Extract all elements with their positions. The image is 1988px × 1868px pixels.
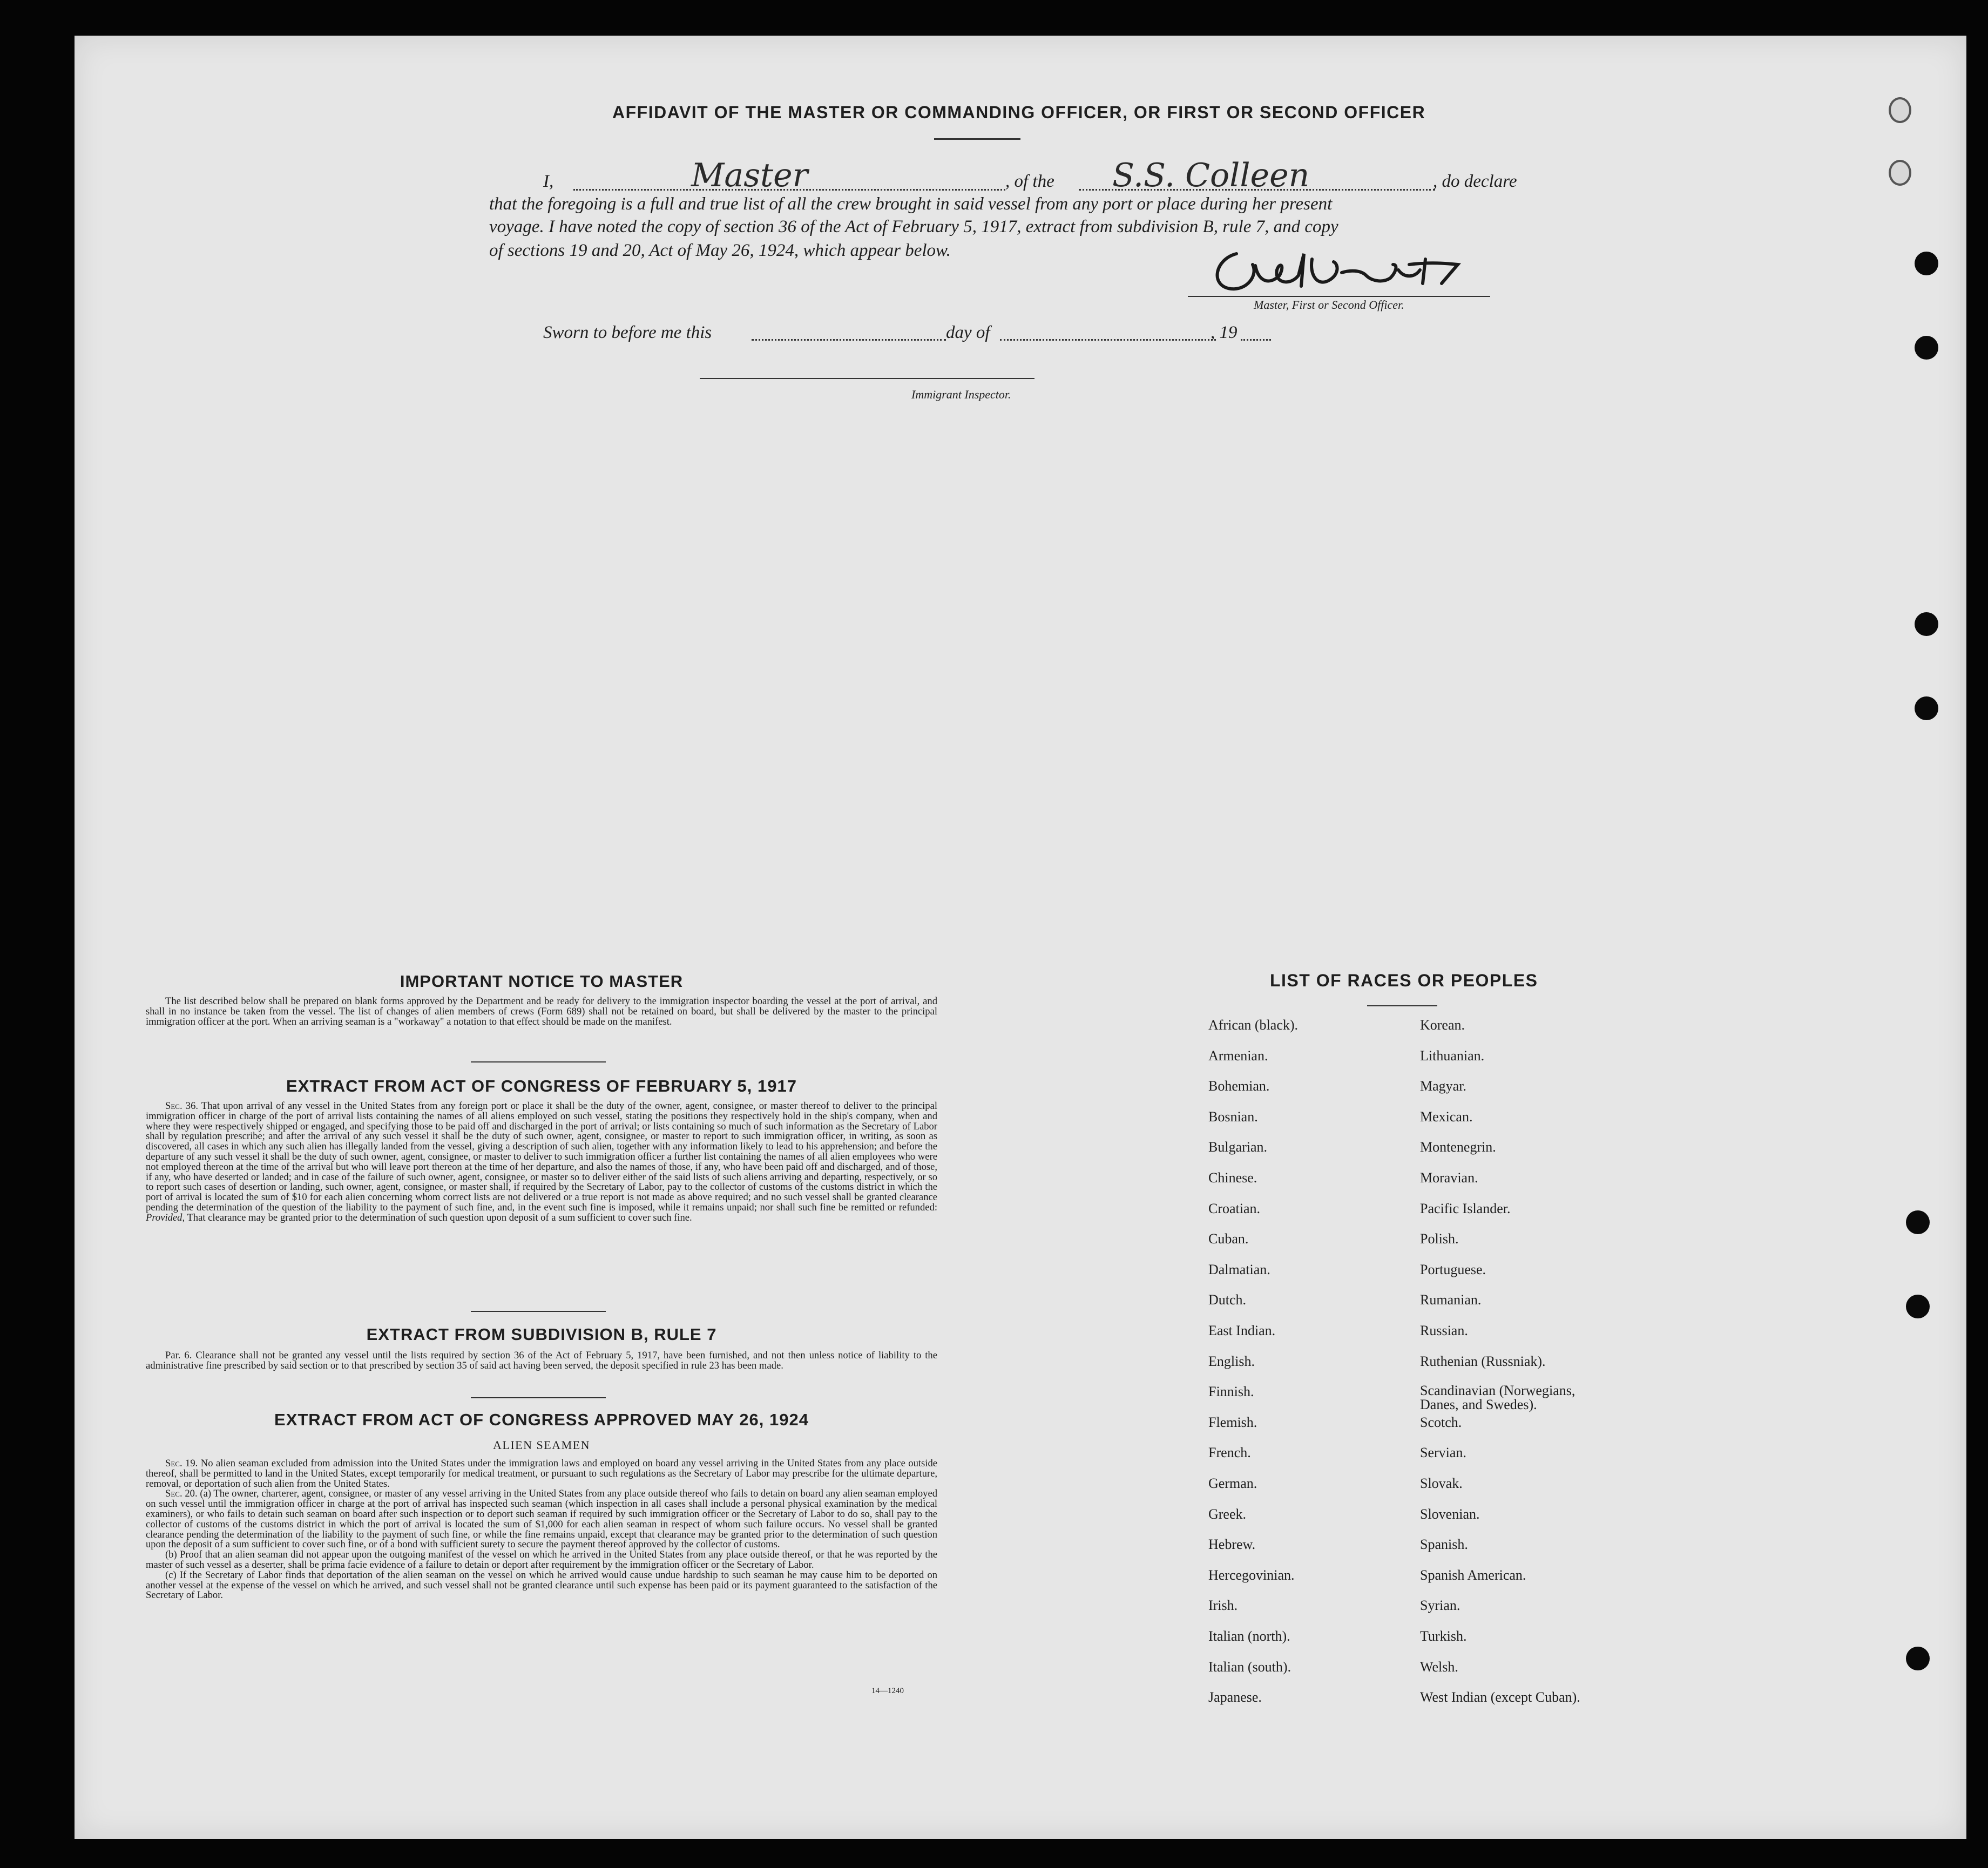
race-right-6: Moravian. (1420, 1170, 1478, 1186)
rule-7-divider (471, 1397, 606, 1398)
punch-hole (1915, 612, 1938, 636)
race-left-11: East Indian. (1208, 1323, 1276, 1338)
race-left-19: Hercegovinian. (1208, 1567, 1295, 1583)
race-right-17: Slovenian. (1420, 1506, 1480, 1522)
sec-19-body: No alien seaman excluded from admission into the United States under the immigration laws and employed on board any vessel arriving in the United States from any place outside thereof, shall be permitted to land in the United States, except temporarily for medical treatment, or pursuant to such regulations as the Secretary of Labor may prescribe for the ultimate departure, removal, or deportation of such alien from the United States. (146, 1458, 937, 1490)
vessel-name-handwritten: S.S. Colleen (1112, 157, 1310, 194)
race-left-6: Chinese. (1208, 1170, 1257, 1186)
form-number: 14—1240 (871, 1687, 904, 1695)
extract-1924-title: EXTRACT FROM ACT OF CONGRESS APPROVED MAY 26, 1924 (274, 1410, 809, 1429)
do-declare-label: , do declare (1433, 172, 1517, 191)
race-right-9: Portuguese. (1420, 1261, 1486, 1277)
extract-1917-divider (471, 1311, 606, 1312)
affidavit-title: AFFIDAVIT OF THE MASTER OR COMMANDING OFFICER, OR FIRST OR SECOND OFFICER (612, 103, 1426, 122)
day-of-label: day of (946, 323, 990, 342)
race-left-3: Bohemian. (1208, 1078, 1270, 1094)
rule-7-text: Par. 6. Clearance shall not be granted any vessel until the lists required by section 36 of the Act of February 5, 1917, have been furnished, and not then unless notice of liability to the administrative fine prescribed by said section or to that prescribed by section 35 of said act having been served, the deposit specified in rule 23 has been made. (146, 1350, 937, 1371)
provided-word: Provided, (146, 1212, 185, 1223)
race-left-2: Armenian. (1208, 1047, 1268, 1064)
punch-hole (1906, 1647, 1930, 1670)
punch-hole (1906, 1210, 1930, 1234)
binder-ring-top (1889, 97, 1911, 123)
notice-divider (471, 1061, 606, 1062)
signature-line (1188, 296, 1490, 297)
races-divider (1367, 1005, 1437, 1006)
sec-20b-body: (b) Proof that an alien seaman did not appear upon the outgoing manifest of the vessel on which he arrived in the United States from any place outside thereof, or that he was reported by the master of such vessel as a deserter, shall be prima facie evidence of a failure to detain or deport after requirement by the immigration officer or the Secretary of Labor. (146, 1549, 937, 1571)
inspector-signature-blank (700, 378, 1034, 379)
race-left-4: Bosnian. (1208, 1108, 1258, 1125)
race-right-14: Scotch. (1420, 1414, 1462, 1430)
race-left-21: Italian (north). (1208, 1628, 1290, 1644)
race-right-7: Pacific Islander. (1420, 1200, 1511, 1216)
race-right-15: Servian. (1420, 1445, 1466, 1461)
race-left-23: Japanese. (1208, 1689, 1262, 1705)
race-right-1: Korean. (1420, 1017, 1465, 1033)
sec-36-label: Sec. 36. (165, 1100, 199, 1112)
race-left-10: Dutch. (1208, 1292, 1247, 1308)
sworn-label: Sworn to before me this (543, 323, 712, 342)
race-right-8: Polish. (1420, 1231, 1459, 1247)
extract-1917-title: EXTRACT FROM ACT OF CONGRESS OF FEBRUARY 5, 1917 (286, 1077, 797, 1095)
affidavit-line-4: of sections 19 and 20, Act of May 26, 1924, which appear below. (489, 241, 951, 260)
sworn-day-blank (752, 339, 946, 341)
punch-hole (1906, 1295, 1930, 1318)
punch-hole (1915, 696, 1938, 720)
races-title: LIST OF RACES OR PEOPLES (1270, 971, 1538, 990)
affidavit-line-3: voyage. I have noted the copy of section 36 of the Act of February 5, 1917, extract from subdivision B, rule 7, and copy (489, 217, 1338, 236)
sec-20c-body: (c) If the Secretary of Labor finds that deportation of the alien seaman on the vessel on which he arrived would cause undue hardship to such seaman he may cause him to be deported on another vessel at the expense of the vessel on which he arrived, and such vessel shall not be granted clearance until such expense has been paid or its payment guaranteed to the satisfaction of the Secretary of Labor. (146, 1569, 937, 1601)
race-left-14: Flemish. (1208, 1414, 1257, 1430)
notice-text: The list described below shall be prepared on blank forms approved by the Department and be ready for delivery to the immigration inspector boarding the vessel at the port of arrival, and shall in no instance be taken from the vessel. The list of changes of alien members of crews (Form 689) shall not be retained on board, but shall be delivered by the master to the principal immigration officer at the port. When an arriving seaman is a "workaway" a notation to that effect should be made on the manifest. (146, 996, 937, 1027)
race-right-19: Spanish American. (1420, 1567, 1526, 1583)
rule-7-title: EXTRACT FROM SUBDIVISION B, RULE 7 (366, 1325, 717, 1344)
year-label: , 19 (1211, 323, 1238, 342)
race-left-1: African (black). (1208, 1017, 1299, 1033)
sec-20a-body: (a) The owner, charterer, agent, consignee, or master of any vessel arriving in the United States from any place outside thereof who fails to detain on board any alien seaman employed on such vessel until the immigration officer in charge at the port of arrival has inspected such seaman (which inspection in all cases shall include a personal physical examination by the medical examiners), or who fails to detain such seaman on board after such inspection or to deport such seaman if required by such immigration officer or the Secretary of Labor to do so, shall pay to the collector of customs of the customs district in which the port of arrival is located the sum of $1,000 for each alien seaman in respect of whom such failure occurs. No vessel shall be granted clearance pending the determination of the liability to the payment of such fine, or while the fine remains unpaid, except that clearance may be granted prior to the determination of such question upon the deposit of a sum sufficient to cover such fine, or of a bond with sufficient surety to secure the payment thereof approved by the collector of customs. (146, 1488, 937, 1551)
race-right-22: Welsh. (1420, 1659, 1458, 1675)
race-right-21: Turkish. (1420, 1628, 1467, 1644)
notice-title: IMPORTANT NOTICE TO MASTER (400, 972, 684, 991)
race-right-11: Russian. (1420, 1323, 1468, 1338)
race-left-8: Cuban. (1208, 1231, 1249, 1247)
race-right-13: Scandinavian (Norwegians, Danes, and Swedes). (1420, 1383, 1575, 1413)
sec-36-end: That clearance may be granted prior to the determination of such question upon deposit of a sum sufficient to cover such fine. (187, 1212, 692, 1223)
punch-hole (1915, 252, 1938, 275)
signature-caption: Master, First or Second Officer. (1254, 298, 1404, 312)
of-the-label: , of the (1005, 172, 1054, 191)
sec-36-body: That upon arrival of any vessel in the United States from any foreign port or place it shall be the duty of the owner, agent, consignee, or master thereof to deliver to the principal immigration officer in charge of the port of arrival lists containing the names of all aliens employed on such vessel, stating the positions they respectively hold in the ship's company, when and where they were respectively shipped or engaged, and specifying those to be paid off and discharged in the port of arrival; or lists containing so much of such information as the Secretary of Labor shall by regulation prescribe; and after the arrival of any such vessel it shall be the duty of such owner, agent, consignee, or master to report to such immigration officer, in writing, as soon as discovered, all cases in which any such alien has illegally landed from the vessel, giving a description of such alien, together with any information likely to lead to his apprehension; and before the departure of any such vessel it shall be the duty of such owner, agent, consignee, or master to deliver to such immigration officer a further list containing the names of all alien employees who were not employed thereon at the time of the arrival but who will leave port thereon at the time of her departure, and also the names of those, if any, who have been paid off and discharged, and of those, if any, who have deserted or landed; and in case of the failure of such owner, agent, consignee, or master so to deliver either of the said lists of such aliens arriving and departing, respectively, or so to report such cases of desertion or landing, such owner, agent, consignee, or master shall, if required by the Secretary of Labor, pay to the collector of customs of the customs district in which the port of arrival is located the sum of $10 for each alien concerning whom correct lists are not delivered or a true report is not made as above required; and no such vessel shall be granted clearance pending the determination of the question of the liability to the payment of such fine, and, in the event such fine is imposed, while it remains unpaid; nor shall such fine be remitted or refunded: (146, 1100, 938, 1213)
extract-1924-text (146, 1459, 937, 1601)
race-right-10: Rumanian. (1420, 1292, 1482, 1308)
race-left-9: Dalmatian. (1208, 1261, 1270, 1277)
race-right-4: Mexican. (1420, 1108, 1473, 1125)
race-right-5: Montenegrin. (1420, 1139, 1496, 1155)
race-left-22: Italian (south). (1208, 1659, 1291, 1675)
race-left-13: Finnish. (1208, 1384, 1254, 1400)
sworn-year-blank (1241, 339, 1271, 341)
race-left-5: Bulgarian. (1208, 1139, 1268, 1155)
race-right-3: Magyar. (1420, 1078, 1466, 1094)
race-left-20: Irish. (1208, 1598, 1238, 1614)
sec-20-label: Sec. 20. (165, 1488, 198, 1500)
race-left-12: English. (1208, 1353, 1255, 1369)
master-name-handwritten: Master (691, 157, 808, 194)
race-right-20: Syrian. (1420, 1598, 1460, 1614)
punch-hole (1915, 336, 1938, 360)
race-left-17: Greek. (1208, 1506, 1247, 1522)
race-right-23: West Indian (except Cuban). (1420, 1689, 1580, 1705)
affidavit-line-2: that the foregoing is a full and true list of all the crew brought in said vessel from any port or place during her present (489, 194, 1333, 214)
race-right-16: Slovak. (1420, 1476, 1463, 1491)
sworn-month-blank (1000, 339, 1216, 341)
race-left-15: French. (1208, 1445, 1251, 1461)
race-left-18: Hebrew. (1208, 1537, 1256, 1553)
race-right-2: Lithuanian. (1420, 1047, 1485, 1064)
officer-signature (1204, 232, 1485, 302)
sec-19-label: Sec. 19. (165, 1458, 198, 1469)
binder-ring-second (1889, 160, 1911, 186)
race-left-7: Croatian. (1208, 1200, 1261, 1216)
extract-1917-text (146, 1101, 937, 1223)
race-right-18: Spanish. (1420, 1537, 1468, 1553)
title-divider (934, 138, 1020, 140)
alien-seamen-subtitle: ALIEN SEAMEN (493, 1438, 590, 1452)
race-right-12: Ruthenian (Russniak). (1420, 1353, 1546, 1369)
affidavit-i-label: I, (543, 172, 554, 191)
race-left-16: German. (1208, 1476, 1257, 1491)
inspector-caption: Immigrant Inspector. (911, 388, 1011, 401)
